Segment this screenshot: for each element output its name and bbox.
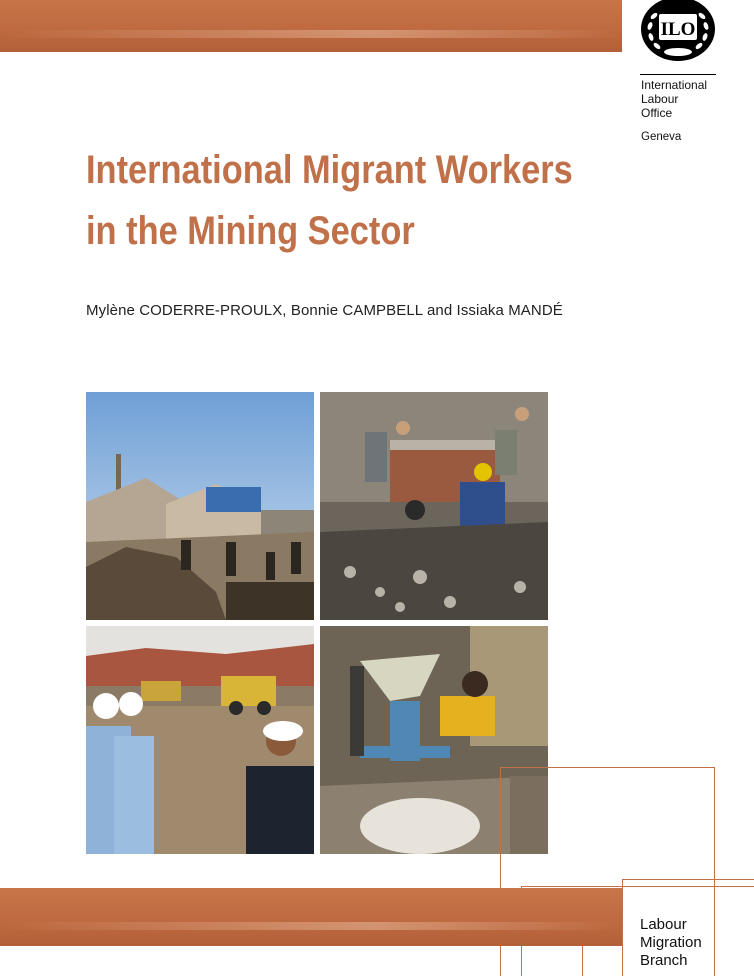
- ilo-logo: [640, 0, 720, 62]
- branch-label: [640, 916, 702, 970]
- photo-ore-cart: [320, 392, 548, 620]
- page-title: [86, 140, 573, 262]
- frame-line: [714, 767, 715, 976]
- branch-line-2: Migration: [640, 934, 702, 951]
- photo-processing-machine: [320, 626, 548, 854]
- title-line-2: in the Mining Sector: [86, 209, 415, 253]
- city-label: Geneva: [641, 131, 682, 143]
- authors: Mylène CODERRE-PROULX, Bonnie CAMPBELL and Issiaka MANDÉ: [86, 302, 563, 319]
- org-line-1: International: [641, 78, 708, 92]
- organization-name: [641, 78, 707, 120]
- photo-open-pit-workers: [86, 626, 314, 854]
- title-line-1: International Migrant Workers: [86, 148, 573, 192]
- org-line-2: Labour: [641, 92, 679, 106]
- branch-line-3: Branch: [640, 952, 688, 969]
- frame-line: [622, 879, 623, 976]
- photo-miners-digging: [86, 392, 314, 620]
- ilo-logo-text: ILO: [660, 19, 696, 40]
- frame-line: [521, 886, 754, 887]
- frame-line: [622, 879, 754, 880]
- top-decorative-band: [0, 0, 622, 52]
- bottom-decorative-band: [0, 888, 622, 946]
- branch-line-1: Labour: [640, 916, 687, 933]
- frame-line: [500, 767, 715, 768]
- frame-line: [582, 946, 583, 976]
- org-line-3: Office: [641, 106, 673, 120]
- logo-rule: [640, 74, 716, 75]
